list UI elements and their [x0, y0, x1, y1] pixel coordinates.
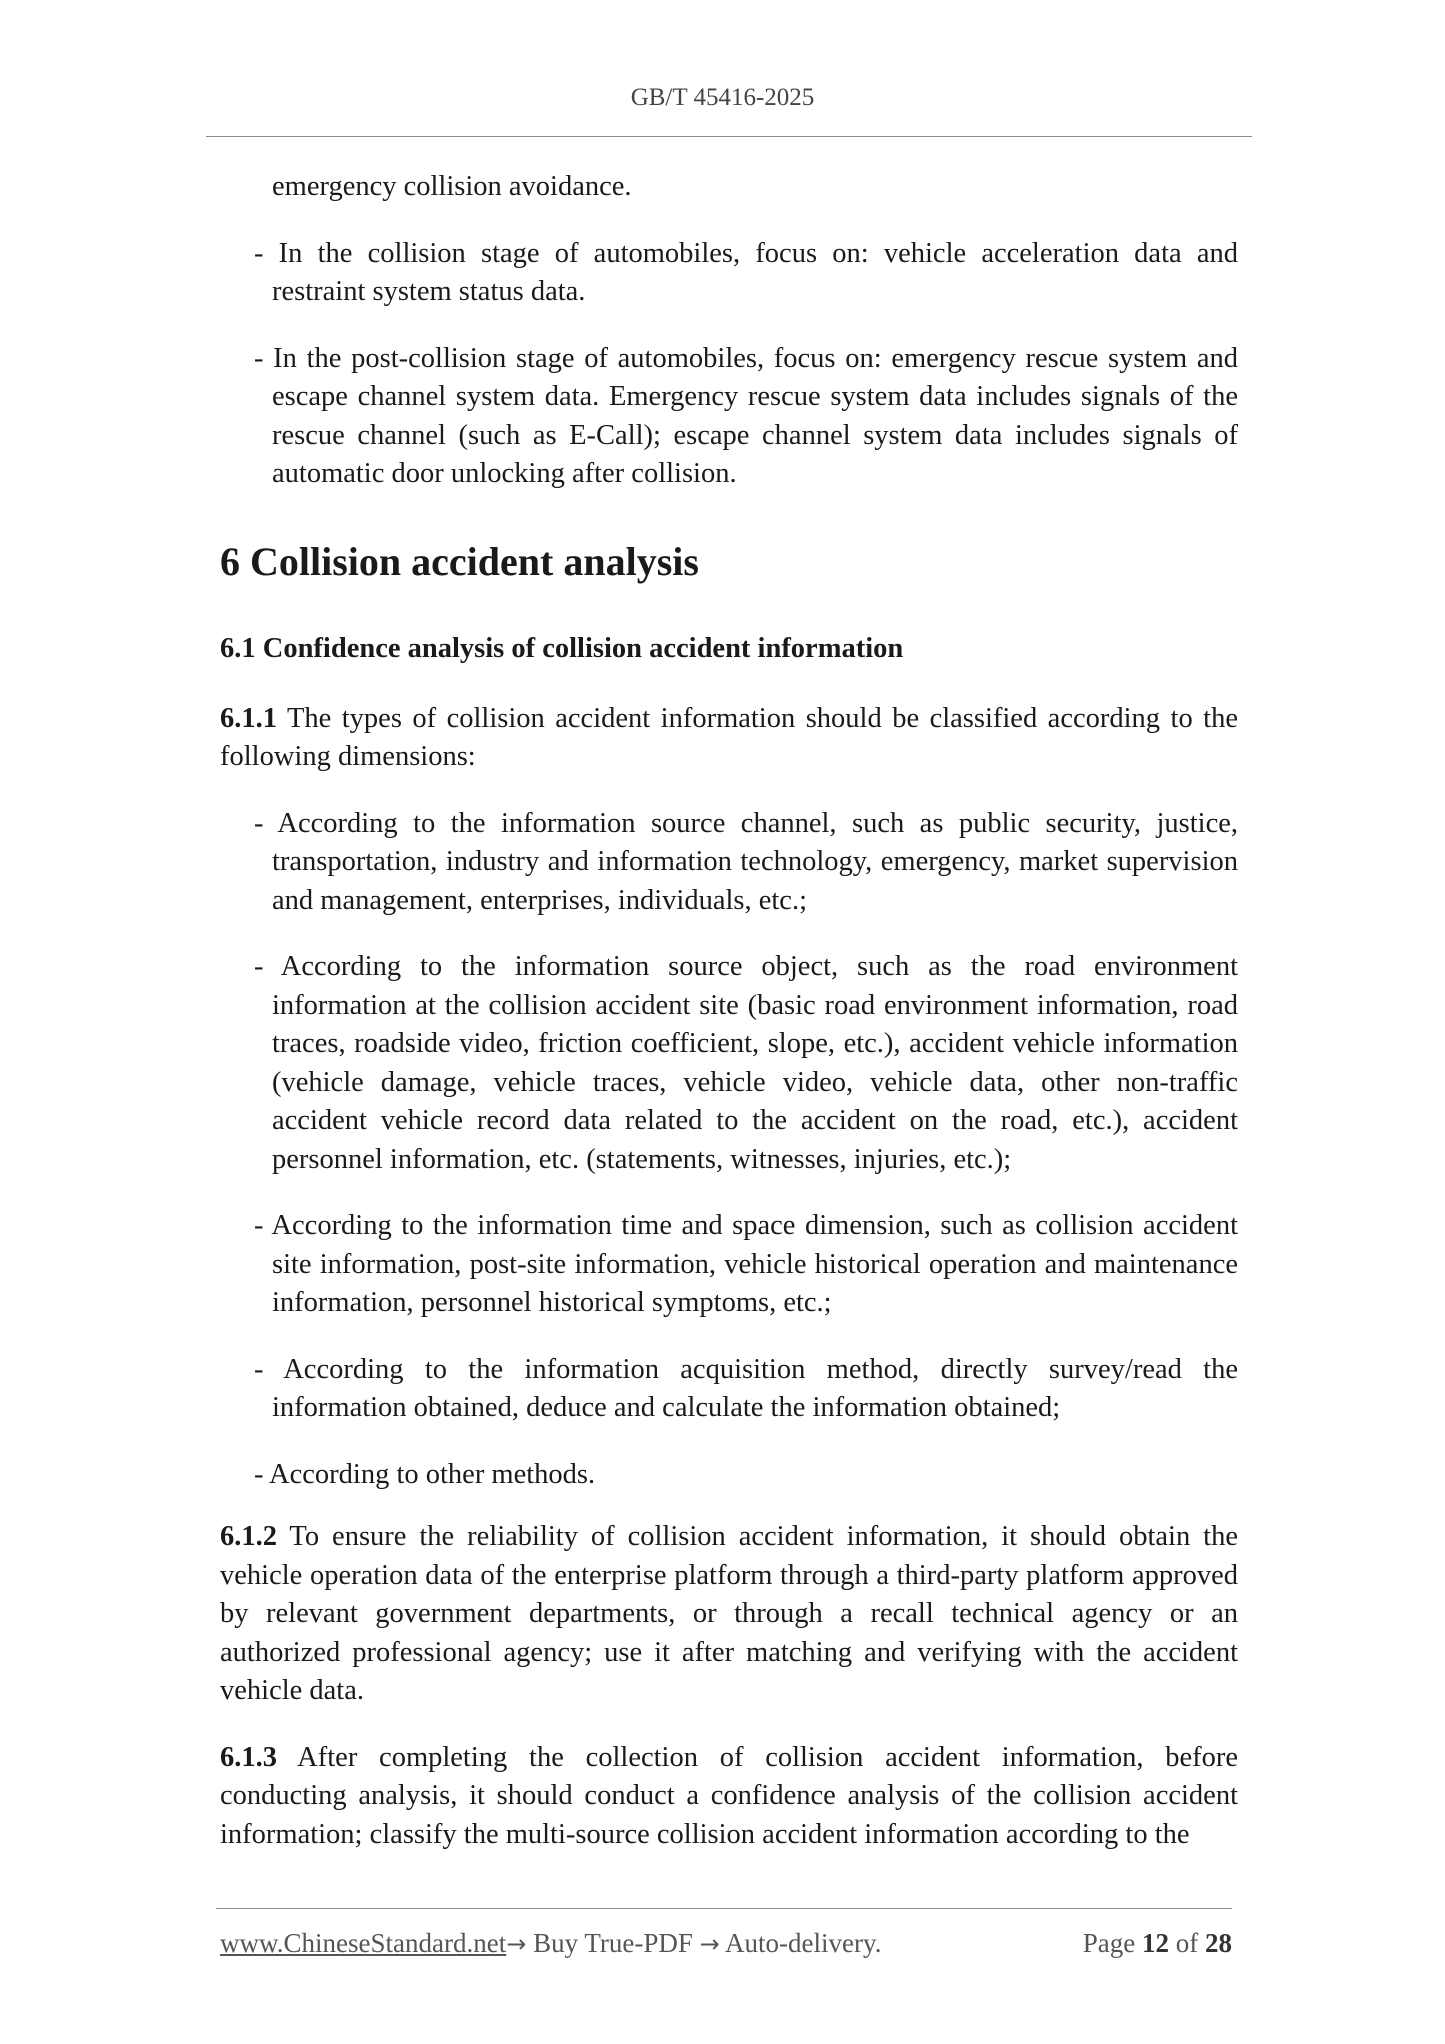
continuation-text: emergency collision avoidance. — [272, 171, 632, 202]
clause-number: 6.1.1 — [220, 702, 277, 734]
clause-text: The types of collision accident information should be classified according to the following dimensions: — [220, 702, 1238, 772]
clause-6-1-2 — [220, 1518, 1238, 1711]
subsection-heading: 6.1 Confidence analysis of collision accident information — [220, 632, 904, 664]
list-item: - According to the information time and space dimension, such as collision accident site information, post-site information, vehicle historical operation and maintenance information, personnel historical symptoms, etc.; — [254, 1210, 1238, 1318]
document-header — [0, 84, 1445, 112]
clause-6-1-1 — [220, 700, 1238, 777]
page-indicator — [1083, 1928, 1232, 1959]
list-item: - In the collision stage of automobiles, focus on: vehicle acceleration data and restraint system status data. — [254, 237, 1238, 307]
list-item: - In the post-collision stage of automobiles, focus on: emergency rescue system and escape channel system data. Emergency rescue system data includes signals of the rescue channel (such as E-Call); escape channel system data includes signals of automatic door unlocking after collision. — [254, 342, 1238, 489]
header-divider — [206, 136, 1252, 137]
page-of: of — [1169, 1928, 1205, 1958]
clause-number: 6.1.2 — [220, 1521, 277, 1552]
footer-divider — [216, 1908, 1232, 1909]
arrow-right-icon: → — [506, 1930, 527, 1958]
delivery-text: Auto-delivery. — [719, 1928, 882, 1958]
clause-number: 6.1.3 — [220, 1741, 277, 1773]
page-label: Page — [1082, 1928, 1142, 1958]
site-link[interactable]: www.ChineseStandard.net — [220, 1928, 507, 1958]
page-total: 28 — [1205, 1928, 1232, 1958]
list-item: - According to the information acquisition method, directly survey/read the information obtained, deduce and calculate the information obtained; — [254, 1353, 1238, 1423]
arrow-right-icon: → — [699, 1930, 720, 1958]
list-item: - According to other methods. — [254, 1458, 596, 1490]
section-heading: 6 Collision accident analysis — [220, 538, 699, 584]
footer-promo — [220, 1928, 881, 1959]
list-item: - According to the information source object, such as the road environment information at the collision accident site (basic road environment information, road traces, roadside video, friction coefficient, slope, etc.), accident vehicle information (vehicle damage, vehicle traces, vehicle video, vehicle data, other non-traffic accident vehicle record data related to the accident on the road, etc.), accident personnel information, etc. (statements, witnesses, injuries, etc.); — [254, 951, 1238, 1175]
clause-text: To ensure the reliability of collision accident information, it should obtain the vehicle operation data of the enterprise platform through a third-party platform approved by relevant government departments, or through a recall technical agency or an authorized professional agency; use it after matching and verifying with the accident vehicle data. — [220, 1521, 1238, 1706]
clause-6-1-3 — [220, 1739, 1238, 1855]
clause-text: After completing the collection of collision accident information, before conducting analysis, it should conduct a confidence analysis of the collision accident information; classify the multi-source collision accident information according to the — [220, 1741, 1238, 1850]
standard-id: GB/T 45416-2025 — [630, 84, 815, 111]
page-current: 12 — [1142, 1928, 1169, 1958]
list-item: - According to the information source channel, such as public security, justice, transportation, industry and information technology, emergency, market supervision and management, enterprises, individuals, etc.; — [254, 807, 1238, 916]
buy-text: Buy True-PDF — [526, 1928, 700, 1958]
page-body — [220, 168, 1238, 1882]
